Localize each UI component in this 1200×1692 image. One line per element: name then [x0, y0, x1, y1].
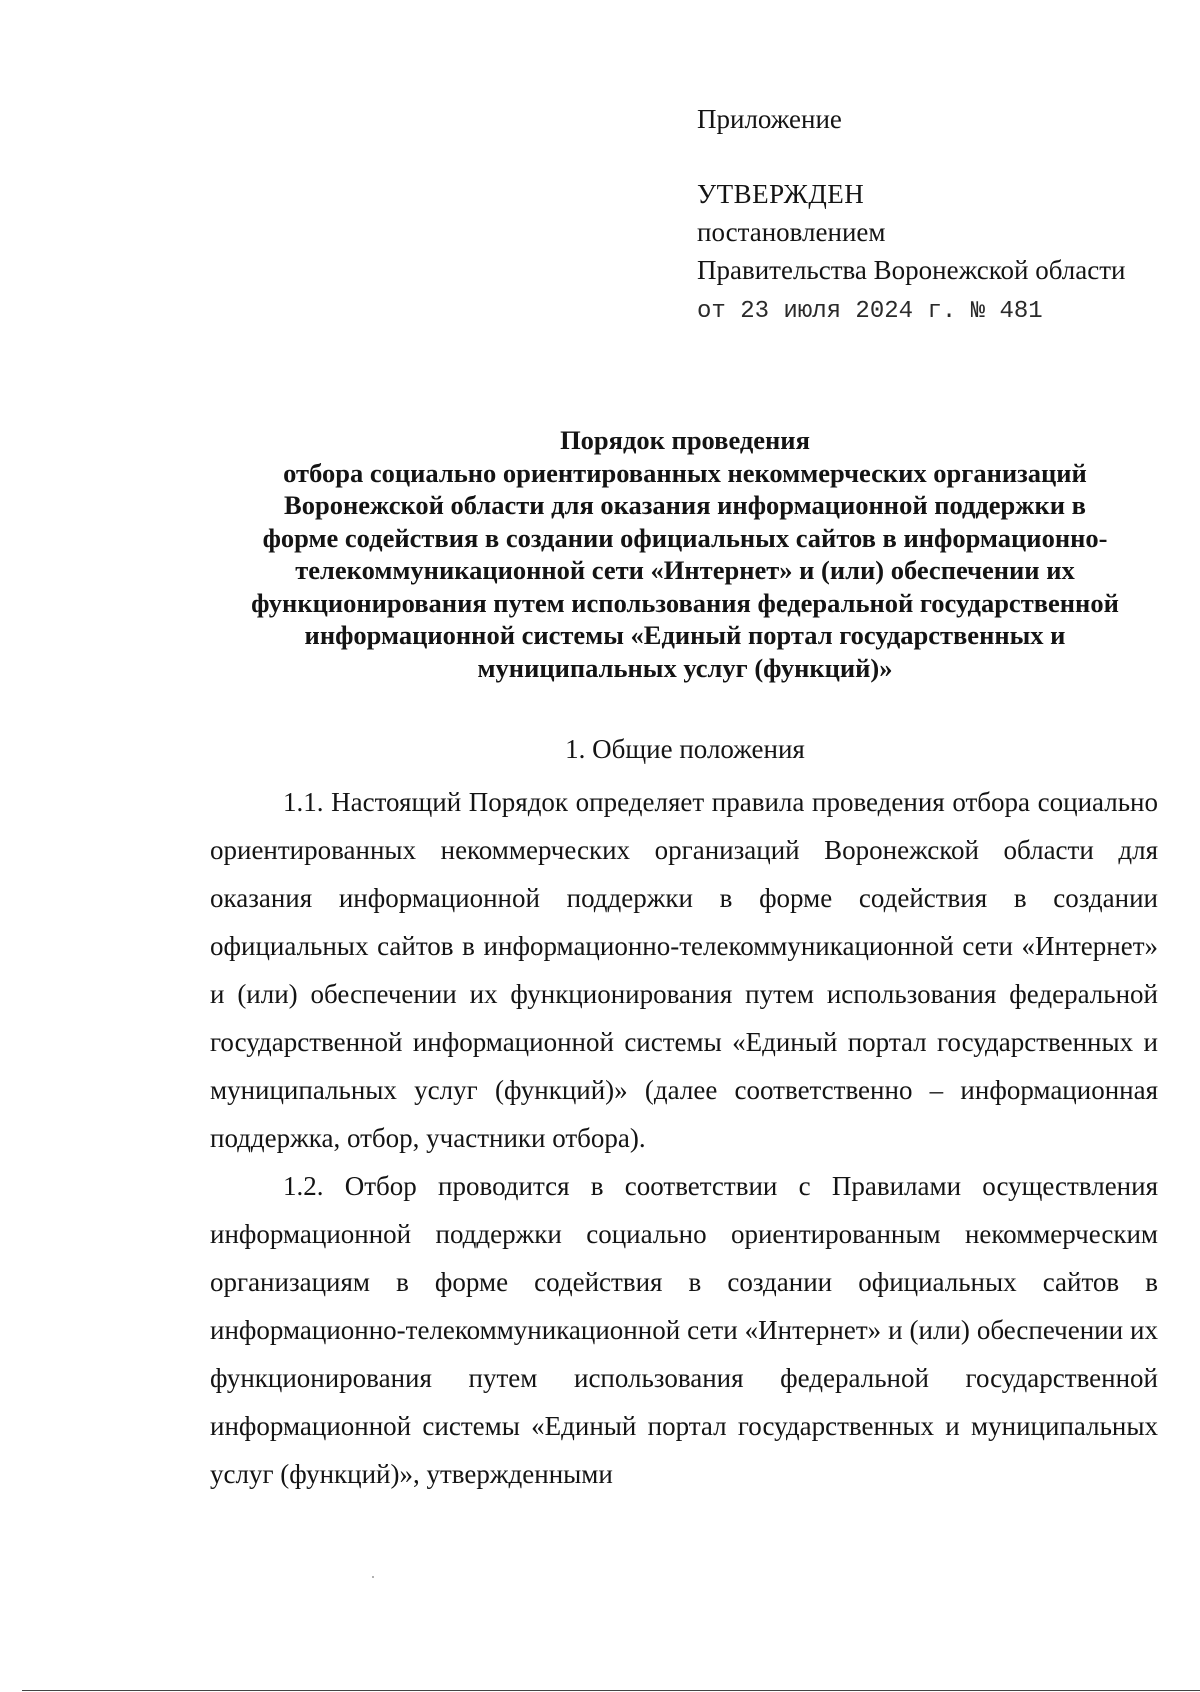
by-decree-label: постановлением [697, 217, 886, 247]
title-line: функционирования путем использования федеральной государственной [251, 587, 1119, 618]
authority-label: Правительства Воронежской области [697, 255, 1126, 285]
paragraph-1-1: 1.1. Настоящий Порядок определяет правила проведения отбора социально ориентированных некоммерческих организаций Воронежской области для оказания информационной поддержки в форме содействия в создании официальных сайтов в информационно-телекоммуникационной сети «Интернет» и (или) обеспечении их функционирования путем использования федеральной государственной информационной системы «Единый портал государственных и муниципальных услуг (функций)» (далее соответственно – информационная поддержка, отбор, участники отбора). [210, 787, 1158, 1153]
approval-block [697, 100, 1167, 329]
document-title [200, 424, 1170, 684]
section-heading: 1. Общие положения [565, 734, 805, 764]
paragraph-1-2: 1.2. Отбор проводится в соответствии с Правилами осуществления информационной поддержки социально ориентированным некоммерческим организациям в форме содействия в создании официальных сайтов в информационно-телекоммуникационной сети «Интернет» и (или) обеспечении их функционирования путем использования федеральной государственной информационной системы «Единый портал государственных и муниципальных услуг (функций)», утвержденными [210, 1171, 1158, 1489]
title-line: отбора социально ориентированных некоммерческих организаций [283, 457, 1087, 488]
approved-label: УТВЕРЖДЕН [697, 179, 865, 209]
title-line: муниципальных услуг (функций)» [477, 652, 893, 683]
appendix-label: Приложение [697, 104, 842, 134]
title-line: информационной системы «Единый портал государственных и [304, 620, 1066, 650]
title-line: телекоммуникационной сети «Интернет» и (или) обеспечении их [295, 555, 1075, 585]
decree-date-number: от 23 июля 2024 г. № 481 [697, 298, 1043, 325]
page-bottom-rule [22, 1690, 1200, 1691]
title-line: Порядок проведения [560, 425, 810, 455]
title-line: форме содействия в создании официальных сайтов в информационно- [262, 522, 1108, 553]
scan-speck [372, 1576, 374, 1578]
section-body [210, 778, 1158, 1498]
title-line: Воронежской области для оказания информационной поддержки в [284, 490, 1086, 520]
